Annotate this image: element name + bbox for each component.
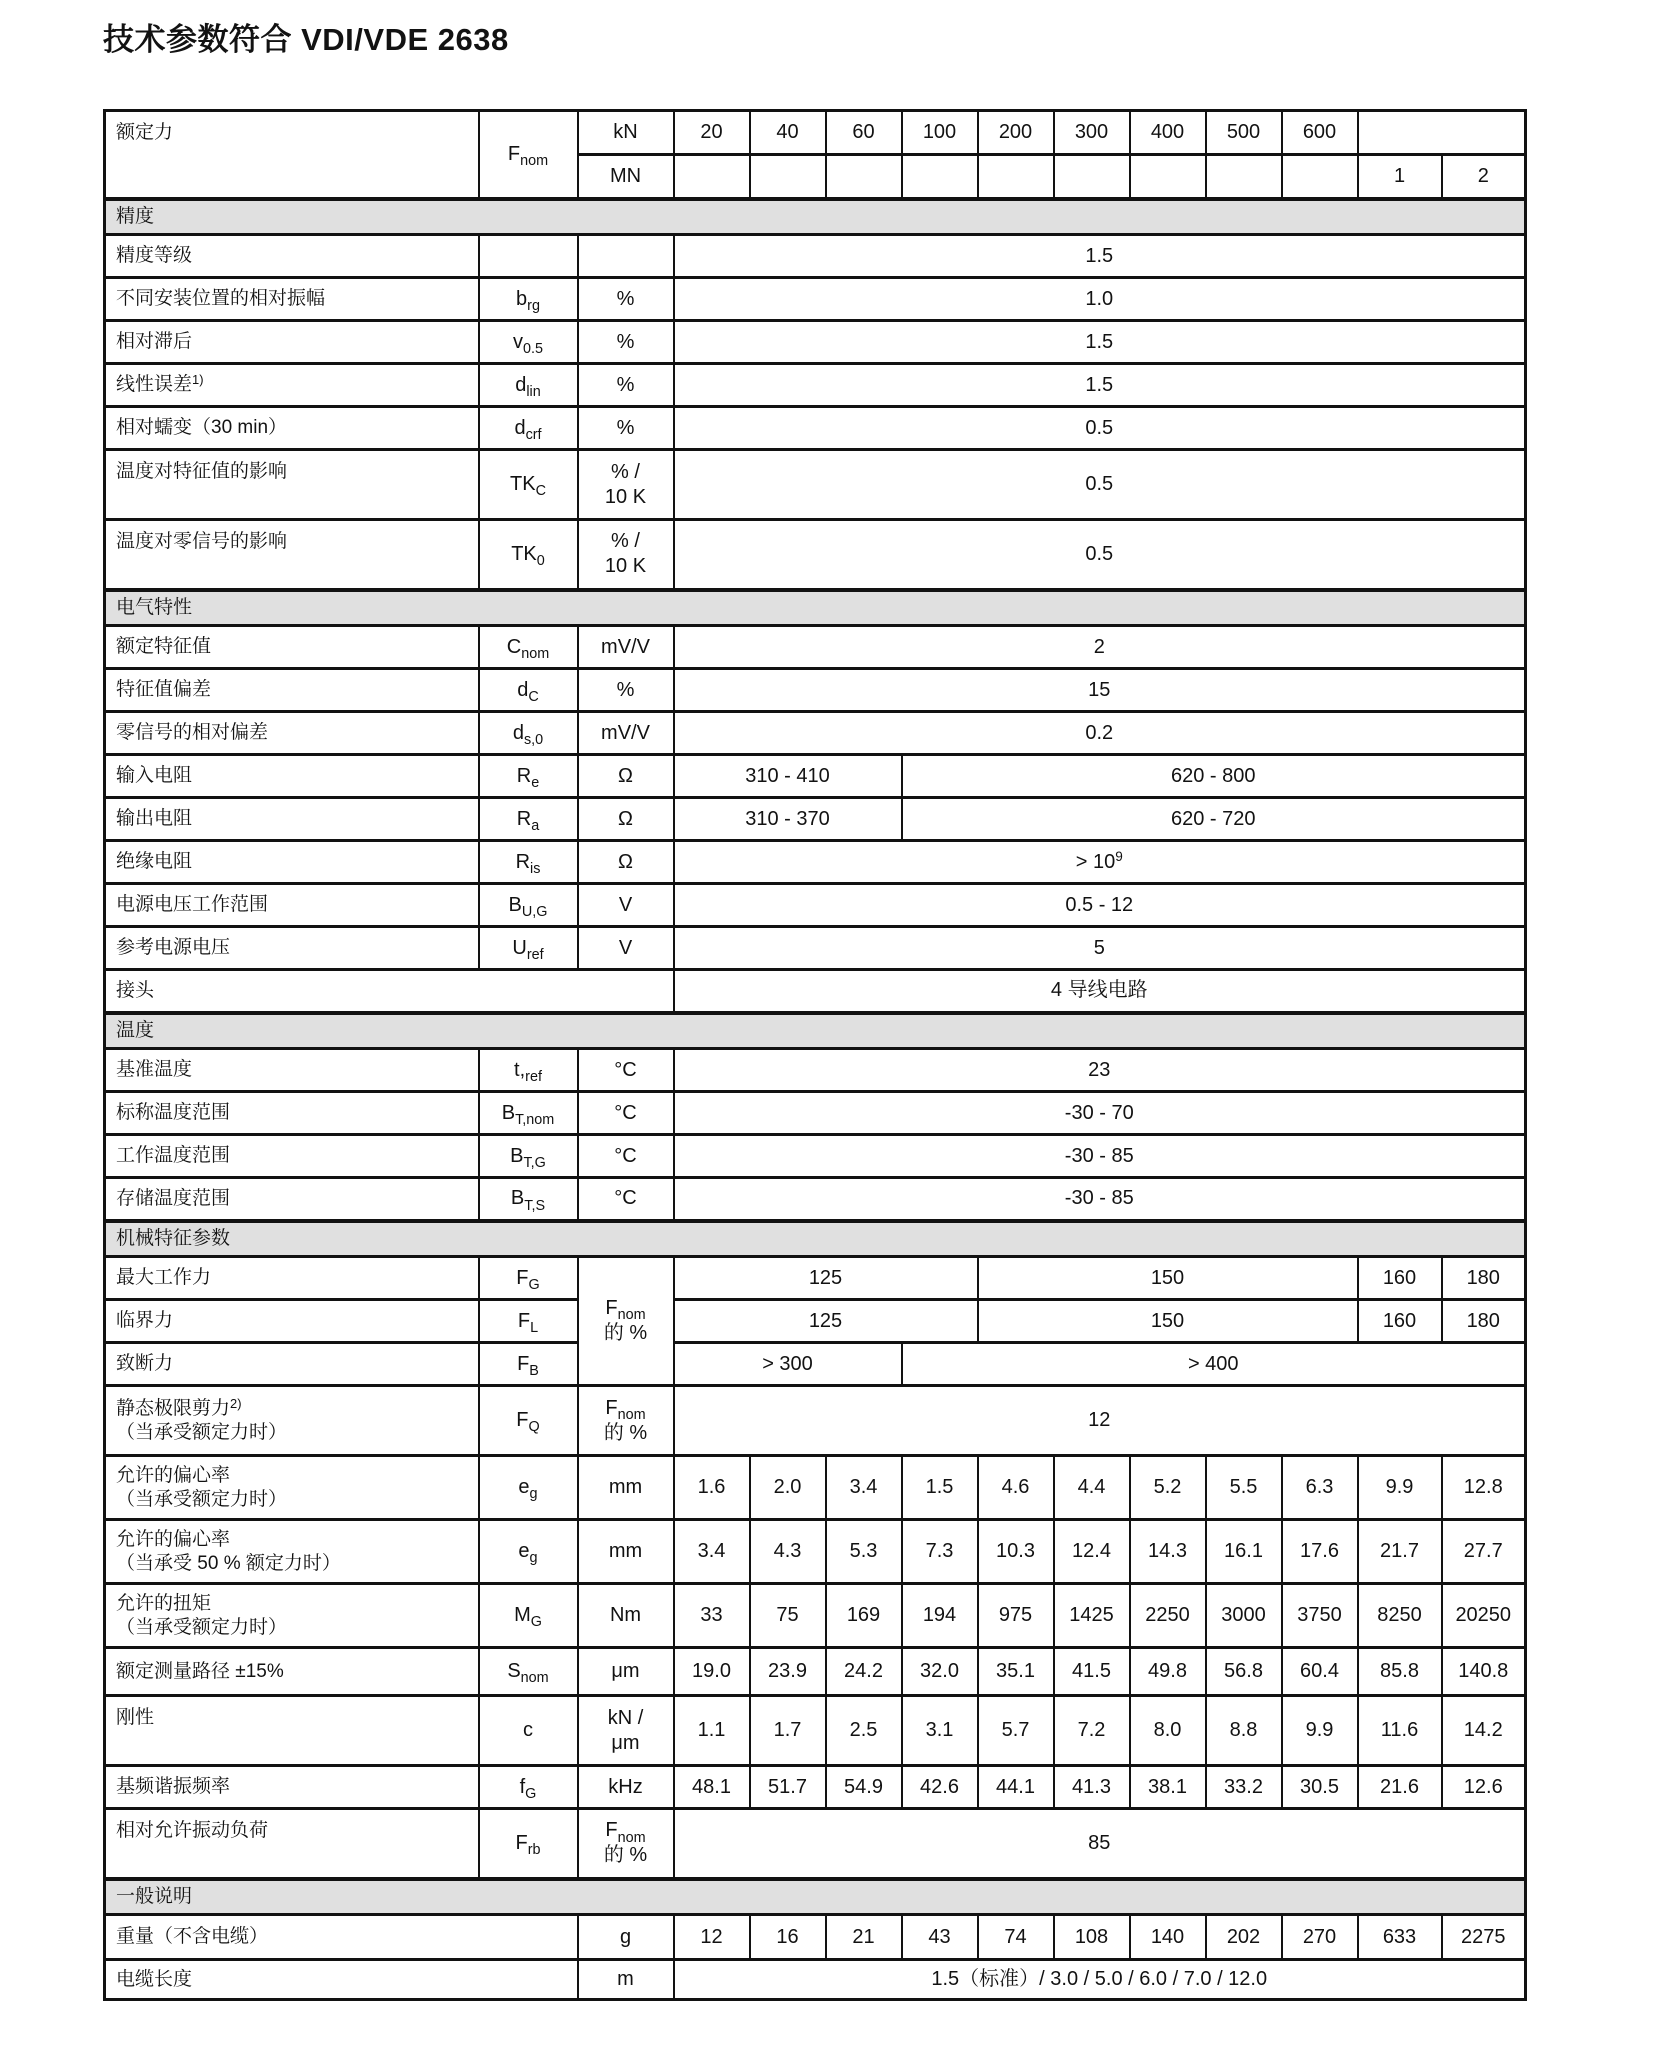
value-cell: 48.1 (674, 1766, 750, 1809)
symbol-cell: c (479, 1696, 578, 1766)
value-cell: 33 (674, 1584, 750, 1648)
value-cell: 180 (1442, 1300, 1526, 1343)
value-cell: 41.5 (1054, 1648, 1130, 1696)
value-cell: 85.8 (1358, 1648, 1442, 1696)
symbol-cell: $R_{is}$ (479, 841, 578, 884)
value-cell: 44.1 (978, 1766, 1054, 1809)
row-creep (105, 407, 1526, 450)
value-cell: 270 (1282, 1915, 1358, 1960)
value-cell: 35.1 (978, 1648, 1054, 1696)
value-cell: 14.2 (1442, 1696, 1526, 1766)
row-tk0 (105, 520, 1526, 590)
symbol-cell: $d_{s,0}$ (479, 712, 578, 755)
value-cell: 0.2 (674, 712, 1526, 755)
unit-cell: % / 10 K (578, 520, 674, 590)
value-cell: 51.7 (750, 1766, 826, 1809)
symbol-cell: $F_Q$ (479, 1386, 578, 1456)
value-cell: 32.0 (902, 1648, 978, 1696)
value-cell: 140.8 (1442, 1648, 1526, 1696)
unit-cell: °C (578, 1135, 674, 1178)
row-ecc-half (105, 1520, 1526, 1584)
value-cell: 30.5 (1282, 1766, 1358, 1809)
row-fq (105, 1386, 1526, 1456)
symbol-cell: $S_{nom}$ (479, 1648, 578, 1696)
label-cell: 输出电阻 (105, 798, 479, 841)
value-cell: 16 (750, 1915, 826, 1960)
label-cell: 额定特征值 (105, 626, 479, 669)
label-cell: 相对滞后 (105, 321, 479, 364)
row-bug (105, 884, 1526, 927)
blank-cell (902, 155, 978, 199)
value-cell: 150 (978, 1257, 1358, 1300)
unit-cell-fnom-merged: $F_{nom}$ 的 % (578, 1257, 674, 1386)
unit-cell (578, 235, 674, 278)
section-title: 精度 (105, 199, 1526, 235)
row-ecc-nom (105, 1456, 1526, 1520)
value-cell: 1.0 (674, 278, 1526, 321)
value-cell: 49.8 (1130, 1648, 1206, 1696)
symbol-cell: $C_{nom}$ (479, 626, 578, 669)
section-title: 机械特征参数 (105, 1221, 1526, 1257)
blank-cell (826, 155, 902, 199)
label-cell: 允许的偏心率 （当承受 50 % 额定力时） (105, 1520, 479, 1584)
symbol-cell: $B_{T,G}$ (479, 1135, 578, 1178)
symbol-cell: $b_{rg}$ (479, 278, 578, 321)
value-cell: 85 (674, 1809, 1526, 1879)
row-fb (105, 1343, 1526, 1386)
value-cell: 4.3 (750, 1520, 826, 1584)
value-cell: 2.5 (826, 1696, 902, 1766)
value-cell: 21.7 (1358, 1520, 1442, 1584)
value-cell: 56.8 (1206, 1648, 1282, 1696)
row-frequency (105, 1766, 1526, 1809)
value-cell: 3.1 (902, 1696, 978, 1766)
value-cell: 7.3 (902, 1520, 978, 1584)
row-btg (105, 1135, 1526, 1178)
value-cell: 1.5 (674, 235, 1526, 278)
unit-cell: μm (578, 1648, 674, 1696)
blank-cell (674, 155, 750, 199)
unit-cell: $F_{nom}$ 的 % (578, 1809, 674, 1879)
row-tref (105, 1049, 1526, 1092)
value-cell: 1.1 (674, 1696, 750, 1766)
page-title: 技术参数符合 VDI/VDE 2638 (103, 22, 509, 57)
value-cell: 3000 (1206, 1584, 1282, 1648)
value-cell: 4.6 (978, 1456, 1054, 1520)
section-title: 电气特性 (105, 590, 1526, 626)
row-uref (105, 927, 1526, 970)
label-cell: 特征值偏差 (105, 669, 479, 712)
value-cell: 7.2 (1054, 1696, 1130, 1766)
force-header-cell: 300 (1054, 111, 1130, 155)
force-header-blank (1358, 111, 1526, 155)
value-cell: 1.6 (674, 1456, 750, 1520)
symbol-cell: $B_{U,G}$ (479, 884, 578, 927)
value-cell: 27.7 (1442, 1520, 1526, 1584)
value-cell: 8.0 (1130, 1696, 1206, 1766)
row-ds0 (105, 712, 1526, 755)
label-cell: 温度对特征值的影响 (105, 450, 479, 520)
value-cell: 125 (674, 1257, 978, 1300)
row-bts (105, 1178, 1526, 1221)
symbol-base: F (507, 142, 521, 165)
symbol-subscript: nom (520, 153, 549, 170)
unit-cell: Ω (578, 755, 674, 798)
value-cell: 23.9 (750, 1648, 826, 1696)
value-cell: 9.9 (1358, 1456, 1442, 1520)
force-header-cell: 2 (1442, 155, 1526, 199)
value-cell: -30 - 70 (674, 1092, 1526, 1135)
row-stiffness (105, 1696, 1526, 1766)
unit-cell: % (578, 321, 674, 364)
force-header-cell: 600 (1282, 111, 1358, 155)
unit-cell: mV/V (578, 626, 674, 669)
value-cell: 160 (1358, 1300, 1442, 1343)
value-cell: 620 - 720 (902, 798, 1526, 841)
blank-cell (1282, 155, 1358, 199)
unit-cell: Nm (578, 1584, 674, 1648)
value-cell: 310 - 370 (674, 798, 902, 841)
value-cell: 12.4 (1054, 1520, 1130, 1584)
value-cell: 5 (674, 927, 1526, 970)
section-bar-mechanical (105, 1221, 1526, 1257)
unit-cell: $F_{nom}$ 的 % (578, 1386, 674, 1456)
symbol-cell (479, 235, 578, 278)
unit-cell: V (578, 884, 674, 927)
row-linearity (105, 364, 1526, 407)
value-cell: 60.4 (1282, 1648, 1358, 1696)
value-cell: 194 (902, 1584, 978, 1648)
value-cell: 180 (1442, 1257, 1526, 1300)
fnom-symbol-cell (479, 111, 578, 199)
label-cell: 电缆长度 (105, 1960, 578, 2000)
value-cell: 16.1 (1206, 1520, 1282, 1584)
unit-cell: % (578, 407, 674, 450)
value-cell: 310 - 410 (674, 755, 902, 798)
value-cell: 43 (902, 1915, 978, 1960)
value-cell: 2275 (1442, 1915, 1526, 1960)
symbol-cell: $TK_0$ (479, 520, 578, 590)
row-btnom (105, 1092, 1526, 1135)
value-cell: 3750 (1282, 1584, 1358, 1648)
value-cell: 21 (826, 1915, 902, 1960)
unit-cell: kN / μm (578, 1696, 674, 1766)
symbol-cell: $R_a$ (479, 798, 578, 841)
row-fl (105, 1300, 1526, 1343)
value-cell: 1.5 (674, 321, 1526, 364)
value-cell: 21.6 (1358, 1766, 1442, 1809)
label-cell: 额定测量路径 ±15% (105, 1648, 479, 1696)
label-cell: 精度等级 (105, 235, 479, 278)
value-cell: 23 (674, 1049, 1526, 1092)
row-cable (105, 1960, 1526, 2000)
symbol-cell: $U_{ref}$ (479, 927, 578, 970)
symbol-cell: $M_G$ (479, 1584, 578, 1648)
unit-cell: °C (578, 1178, 674, 1221)
unit-cell: g (578, 1915, 674, 1960)
unit-kn-cell: kN (578, 111, 674, 155)
unit-mn-cell: MN (578, 155, 674, 199)
label-cell: 重量（不含电缆） (105, 1915, 578, 1960)
value-cell: 5.3 (826, 1520, 902, 1584)
label-cell: 致断力 (105, 1343, 479, 1386)
unit-cell: Ω (578, 841, 674, 884)
force-header-cell: 20 (674, 111, 750, 155)
label-cell: 基准温度 (105, 1049, 479, 1092)
value-cell: 5.7 (978, 1696, 1054, 1766)
label-cell: 参考电源电压 (105, 927, 479, 970)
spec-table (103, 109, 1527, 2001)
value-cell: 12 (674, 1915, 750, 1960)
value-cell: 54.9 (826, 1766, 902, 1809)
row-re (105, 755, 1526, 798)
value-cell: 975 (978, 1584, 1054, 1648)
label-cell: 存储温度范围 (105, 1178, 479, 1221)
symbol-cell: $v_{0.5}$ (479, 321, 578, 364)
value-cell: 14.3 (1130, 1520, 1206, 1584)
unit-cell: Ω (578, 798, 674, 841)
label-cell: 临界力 (105, 1300, 479, 1343)
unit-cell: °C (578, 1049, 674, 1092)
symbol-cell: $F_G$ (479, 1257, 578, 1300)
symbol-cell: $t,_{ref}$ (479, 1049, 578, 1092)
value-cell: > $10^9$ (674, 841, 1526, 884)
value-cell: 620 - 800 (902, 755, 1526, 798)
row-snom (105, 1648, 1526, 1696)
value-cell: 20250 (1442, 1584, 1526, 1648)
value-cell: 150 (978, 1300, 1358, 1343)
symbol-cell: $F_B$ (479, 1343, 578, 1386)
value-cell: 1.5（标准）/ 3.0 / 5.0 / 6.0 / 7.0 / 12.0 (674, 1960, 1526, 2000)
footnote-marker: 1) (192, 372, 204, 388)
value-cell: 3.4 (826, 1456, 902, 1520)
symbol-cell: $F_L$ (479, 1300, 578, 1343)
section-bar-accuracy (105, 199, 1526, 235)
value-cell: > 300 (674, 1343, 902, 1386)
label-cell: 标称温度范围 (105, 1092, 479, 1135)
value-cell: 24.2 (826, 1648, 902, 1696)
force-header-cell: 40 (750, 111, 826, 155)
symbol-cell: $e_g$ (479, 1520, 578, 1584)
value-cell: 0.5 - 12 (674, 884, 1526, 927)
value-cell: 12 (674, 1386, 1526, 1456)
value-cell: 1.5 (674, 364, 1526, 407)
unit-cell: V (578, 927, 674, 970)
label-cell: 温度对零信号的影响 (105, 520, 479, 590)
value-cell: 0.5 (674, 407, 1526, 450)
symbol-cell: $B_{T,S}$ (479, 1178, 578, 1221)
value-cell: 2 (674, 626, 1526, 669)
label-cell: 零信号的相对偏差 (105, 712, 479, 755)
value-cell: 5.2 (1130, 1456, 1206, 1520)
value-cell: 140 (1130, 1915, 1206, 1960)
unit-cell: m (578, 1960, 674, 2000)
value-cell: 1.7 (750, 1696, 826, 1766)
symbol-cell: $d_{crf}$ (479, 407, 578, 450)
value-cell: 0.5 (674, 520, 1526, 590)
symbol-cell: $TK_C$ (479, 450, 578, 520)
value-cell: 33.2 (1206, 1766, 1282, 1809)
force-header-cell: 1 (1358, 155, 1442, 199)
unit-cell: mm (578, 1520, 674, 1584)
value-cell: 17.6 (1282, 1520, 1358, 1584)
label-cell: 线性误差$^{1)}$ (105, 364, 479, 407)
value-cell: 4 导线电路 (674, 970, 1526, 1013)
value-cell: 3.4 (674, 1520, 750, 1584)
unit-cell: % (578, 669, 674, 712)
value-cell: -30 - 85 (674, 1135, 1526, 1178)
symbol-cell: $d_{lin}$ (479, 364, 578, 407)
value-cell: 8250 (1358, 1584, 1442, 1648)
blank-cell (1054, 155, 1130, 199)
value-cell: 10.3 (978, 1520, 1054, 1584)
row-ra (105, 798, 1526, 841)
value-cell: 38.1 (1130, 1766, 1206, 1809)
value-cell: 15 (674, 669, 1526, 712)
symbol-cell: $f_G$ (479, 1766, 578, 1809)
rated-force-label: 额定力 (105, 111, 479, 199)
blank-cell (750, 155, 826, 199)
value-cell: 41.3 (1054, 1766, 1130, 1809)
row-tkc (105, 450, 1526, 520)
row-weight (105, 1915, 1526, 1960)
label-cell: 不同安装位置的相对振幅 (105, 278, 479, 321)
section-title: 一般说明 (105, 1879, 1526, 1915)
value-cell: 125 (674, 1300, 978, 1343)
row-connector (105, 970, 1526, 1013)
symbol-cell: $B_{T,nom}$ (479, 1092, 578, 1135)
value-cell: 74 (978, 1915, 1054, 1960)
row-cnom (105, 626, 1526, 669)
force-header-cell: 500 (1206, 111, 1282, 155)
header-row-kn (105, 111, 1526, 155)
unit-cell: °C (578, 1092, 674, 1135)
section-title: 温度 (105, 1013, 1526, 1049)
label-cell: 工作温度范围 (105, 1135, 479, 1178)
label-cell: 最大工作力 (105, 1257, 479, 1300)
unit-cell: mV/V (578, 712, 674, 755)
label-cell: 相对允许振动负荷 (105, 1809, 479, 1879)
value-cell: 9.9 (1282, 1696, 1358, 1766)
symbol-cell: $F_{rb}$ (479, 1809, 578, 1879)
row-accuracy-class (105, 235, 1526, 278)
symbol-cell: $R_e$ (479, 755, 578, 798)
label-cell: 输入电阻 (105, 755, 479, 798)
symbol-cell: $d_C$ (479, 669, 578, 712)
label-cell: 允许的扭矩 （当承受额定力时） (105, 1584, 479, 1648)
value-cell: 4.4 (1054, 1456, 1130, 1520)
value-cell: 0.5 (674, 450, 1526, 520)
section-bar-temperature (105, 1013, 1526, 1049)
section-bar-electrical (105, 590, 1526, 626)
value-cell: 202 (1206, 1915, 1282, 1960)
row-ris (105, 841, 1526, 884)
unit-cell: % (578, 278, 674, 321)
value-cell: 1425 (1054, 1584, 1130, 1648)
value-cell: 75 (750, 1584, 826, 1648)
value-cell: 2250 (1130, 1584, 1206, 1648)
value-cell: 6.3 (1282, 1456, 1358, 1520)
value-cell: 1.5 (902, 1456, 978, 1520)
blank-cell (978, 155, 1054, 199)
label-cell: 刚性 (105, 1696, 479, 1766)
label-cell: 静态极限剪力$^{2)}$ （当承受额定力时） (105, 1386, 479, 1456)
value-cell: 8.8 (1206, 1696, 1282, 1766)
row-dc (105, 669, 1526, 712)
value-cell: -30 - 85 (674, 1178, 1526, 1221)
row-fg (105, 1257, 1526, 1300)
value-cell: 633 (1358, 1915, 1442, 1960)
label-cell: 基频谐振频率 (105, 1766, 479, 1809)
blank-cell (1206, 155, 1282, 199)
value-cell: 12.8 (1442, 1456, 1526, 1520)
value-cell: 5.5 (1206, 1456, 1282, 1520)
unit-cell: % / 10 K (578, 450, 674, 520)
unit-cell: mm (578, 1456, 674, 1520)
label-cell: 相对蠕变（30 min） (105, 407, 479, 450)
value-cell: 42.6 (902, 1766, 978, 1809)
row-hysteresis (105, 321, 1526, 364)
force-header-cell: 100 (902, 111, 978, 155)
row-rel-amplitude (105, 278, 1526, 321)
symbol-cell: $e_g$ (479, 1456, 578, 1520)
value-cell: 12.6 (1442, 1766, 1526, 1809)
unit-cell: kHz (578, 1766, 674, 1809)
value-cell: 2.0 (750, 1456, 826, 1520)
blank-cell (1130, 155, 1206, 199)
label-cell: 电源电压工作范围 (105, 884, 479, 927)
force-header-cell: 60 (826, 111, 902, 155)
row-torque (105, 1584, 1526, 1648)
section-bar-general (105, 1879, 1526, 1915)
value-cell: 160 (1358, 1257, 1442, 1300)
unit-cell: % (578, 364, 674, 407)
value-cell: 11.6 (1358, 1696, 1442, 1766)
footnote-marker: 2) (230, 1395, 242, 1411)
value-cell: 169 (826, 1584, 902, 1648)
force-header-cell: 400 (1130, 111, 1206, 155)
label-cell: 绝缘电阻 (105, 841, 479, 884)
value-cell: 19.0 (674, 1648, 750, 1696)
value-cell: > 400 (902, 1343, 1526, 1386)
force-header-cell: 200 (978, 111, 1054, 155)
label-cell: 接头 (105, 970, 674, 1013)
value-cell: 108 (1054, 1915, 1130, 1960)
row-vibration (105, 1809, 1526, 1879)
label-cell: 允许的偏心率 （当承受额定力时） (105, 1456, 479, 1520)
